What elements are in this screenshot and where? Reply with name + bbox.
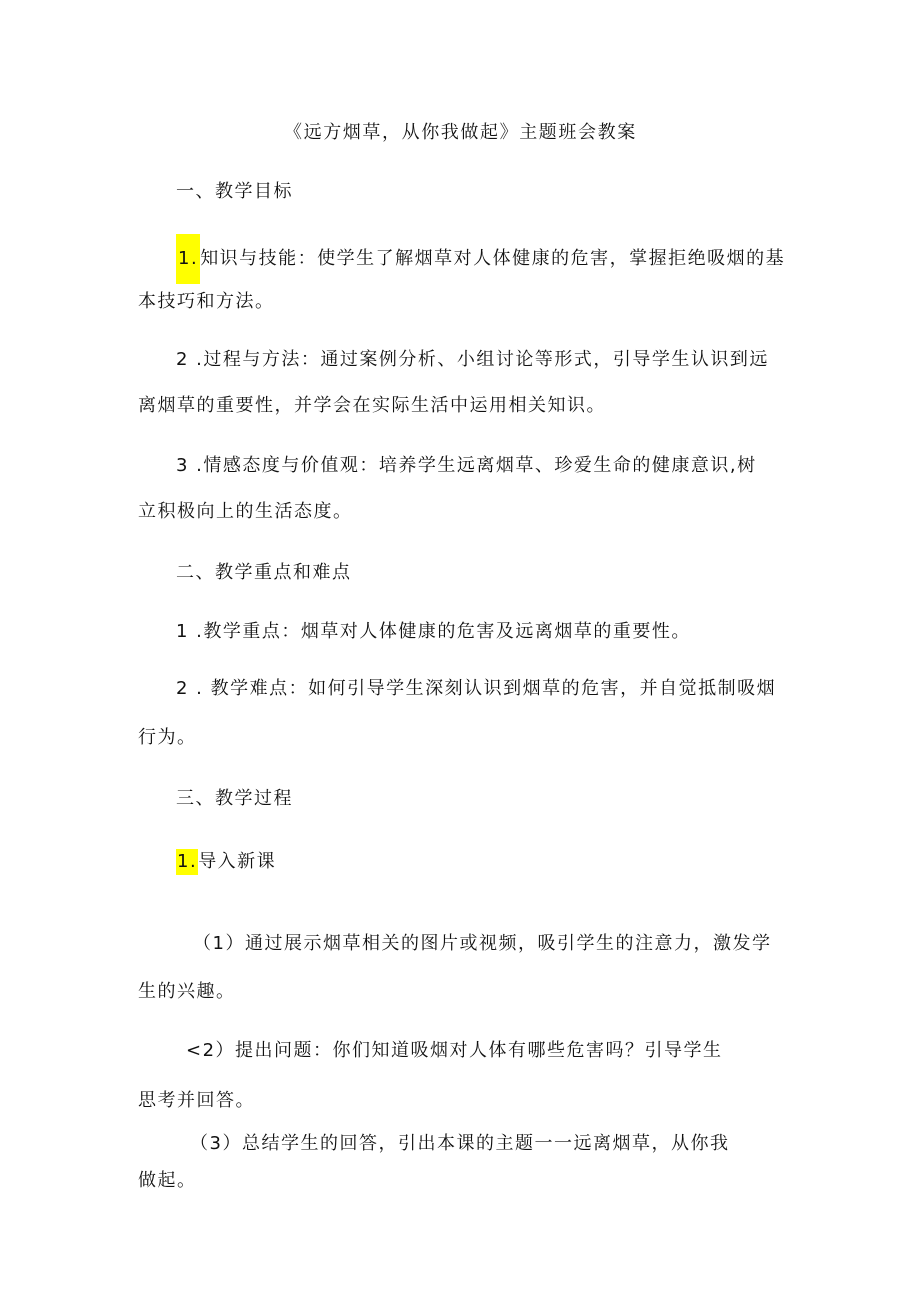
step-1a-line-1: （1）通过展示烟草相关的图片或视频，吸引学生的注意力，激发学	[193, 933, 772, 954]
step-1c-line-2: 做起。	[138, 1170, 197, 1191]
document-title: 《远方烟草，从你我做起》主题班会教案	[284, 122, 637, 143]
goal-1-line-2: 本技巧和方法。	[138, 291, 275, 312]
section-heading-process: 三、教学过程	[176, 788, 293, 809]
step-1-label: 导入新课	[198, 851, 277, 872]
key-point-2-line-2: 行为。	[138, 727, 197, 748]
step-1a-line-2: 生的兴趣。	[138, 981, 236, 1002]
step-1-heading	[176, 849, 276, 875]
step-1b-line-1: <2）提出问题：你们知道吸烟对人体有哪些危害吗？引导学生	[186, 1040, 723, 1061]
key-point-2-line-1: 2 . 教学难点：如何引导学生深刻认识到烟草的危害，并自觉抵制吸烟	[176, 678, 777, 699]
key-point-1: 1 .教学重点：烟草对人体健康的危害及远离烟草的重要性。	[176, 621, 691, 642]
goal-2-line-2: 离烟草的重要性，并学会在实际生活中运用相关知识。	[138, 395, 606, 416]
goal-1-number-highlight: 1.	[176, 234, 200, 284]
step-1b-line-2: 思考并回答。	[138, 1090, 255, 1111]
goal-1-text: 知识与技能：使学生了解烟草对人体健康的危害，掌握拒绝吸烟的基	[200, 248, 786, 269]
goal-1-line-1	[176, 234, 785, 284]
section-heading-goals: 一、教学目标	[176, 181, 293, 202]
step-1-number-highlight: 1.	[176, 849, 198, 875]
goal-2-line-1: 2 .过程与方法：通过案例分析、小组讨论等形式，引导学生认识到远	[176, 349, 769, 370]
goal-3-line-2: 立积极向上的生活态度。	[138, 501, 353, 522]
section-heading-key-points: 二、教学重点和难点	[176, 562, 352, 583]
step-1c-line-1: （3）总结学生的回答，引出本课的主题一一远离烟草，从你我	[190, 1133, 730, 1154]
goal-3-line-1: 3 .情感态度与价值观：培养学生远离烟草、珍爱生命的健康意识,树	[176, 455, 757, 476]
